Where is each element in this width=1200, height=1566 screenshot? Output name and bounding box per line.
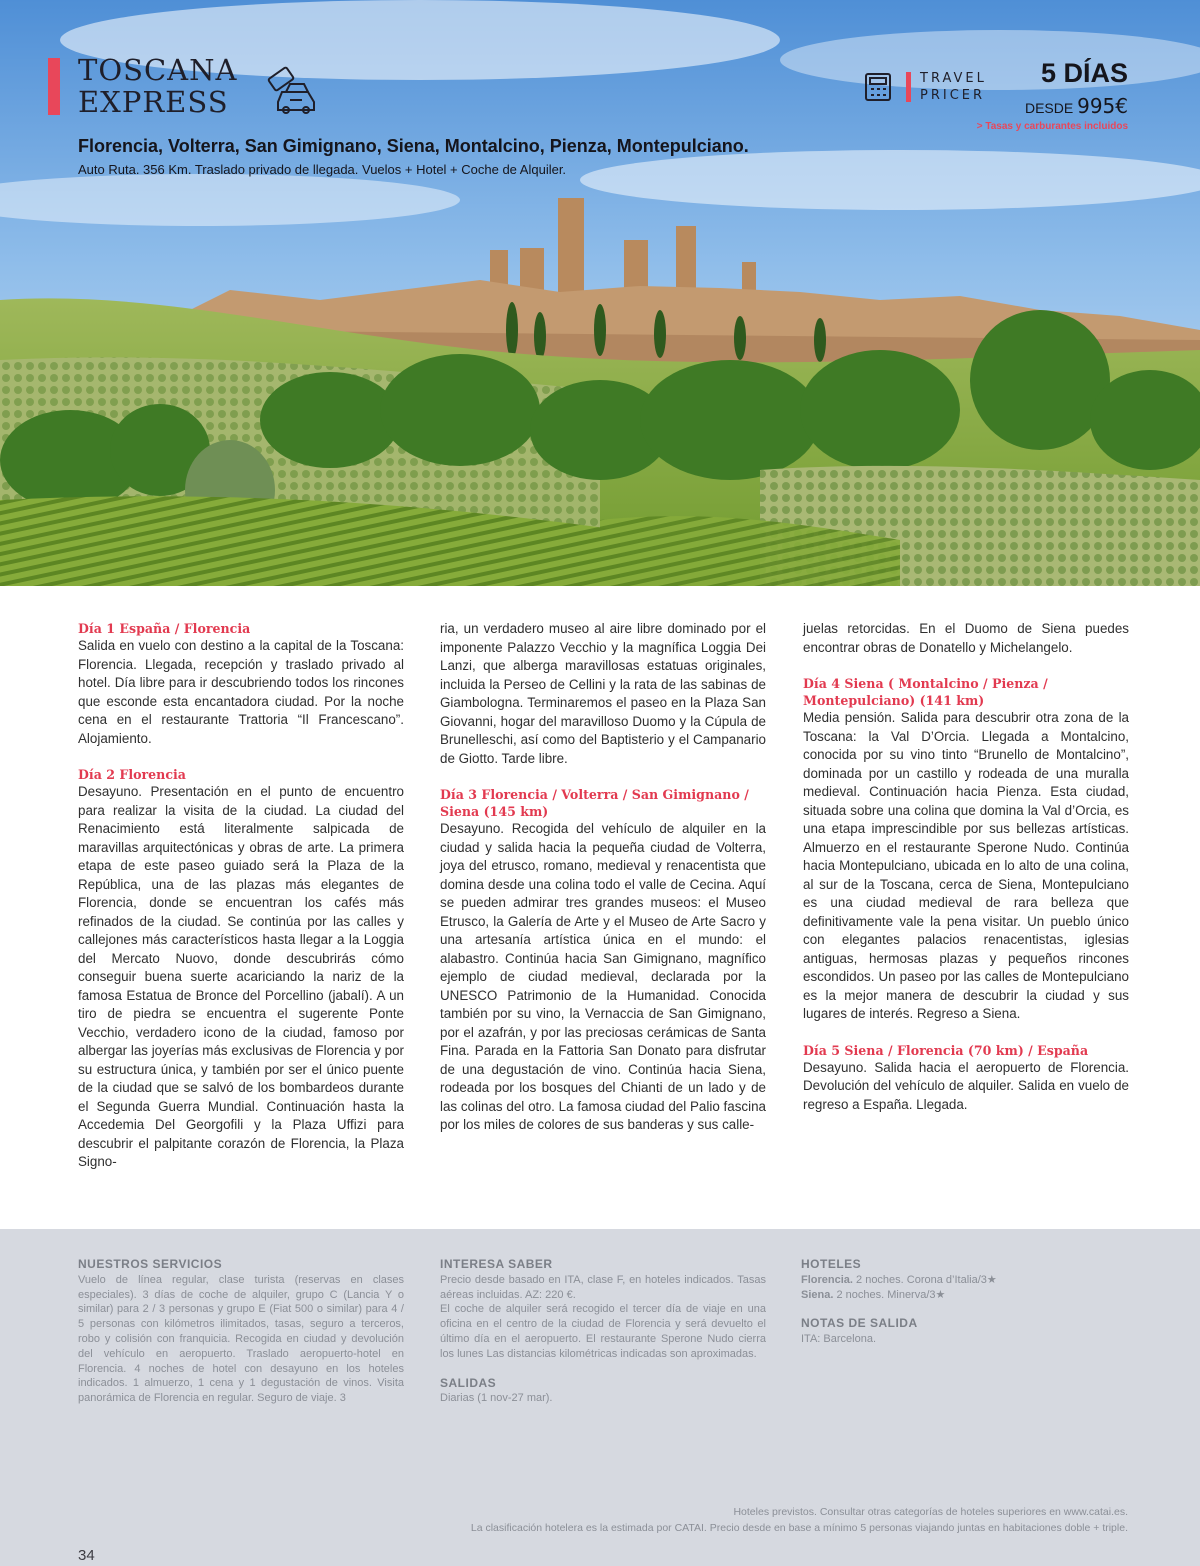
hotel-florence-detail: 2 noches. Corona d’Italia/3★ xyxy=(852,1273,997,1286)
hotel-siena xyxy=(801,1288,1127,1303)
title-line-1: TOSCANA xyxy=(78,53,238,87)
day-1-title: Día 1 España / Florencia xyxy=(78,621,251,636)
price-value: 995€ xyxy=(1077,94,1128,118)
page-number: 34 xyxy=(78,1547,95,1564)
salidas-text: Diarias (1 nov-27 mar). xyxy=(440,1392,553,1405)
route-summary: Auto Ruta. 356 Km. Traslado privado de llegada. Vuelos + Hotel + Coche de Alquiler. xyxy=(78,162,567,177)
hotels-title: HOTELES xyxy=(801,1257,862,1271)
travel-pricer-line-2: PRICER xyxy=(920,88,986,103)
services-title: NUESTROS SERVICIOS xyxy=(78,1257,223,1271)
day-4-title: Día 4 Siena ( Montalcino / Pienza / Montepulciano) (141 km) xyxy=(803,676,1048,708)
title-accent-bar xyxy=(48,58,60,115)
day-5-title: Día 5 Siena / Florencia (70 km) / España xyxy=(803,1042,1089,1058)
footnotes xyxy=(471,1504,1128,1536)
interesa-saber-title: INTERESA SABER xyxy=(440,1257,553,1271)
footnote-2: La clasificación hotelera es la estimada por CATAI. Precio desde en base a mínimo 5 personas viajando juntas en habitaciones doble + triple. xyxy=(470,1522,1128,1534)
day-2-text-continued: ria, un verdadero museo al aire libre dominado por el imponente Palazzo Vecchio y la magnífica Loggia Dei Lanzi, que alberga maravillosas estatuas originales, incluida la Perseo de Cellini y la rata de las sabinas de Giambologna. Terminaremos el paseo en la Plaza San Giovanni, hogar del maravilloso Duomo y la Cúpula de Brunelleschi, así como del Baptisterio y el Campanario de Giotto. Tarde libre. xyxy=(440,621,766,766)
taxes-included-note: > Tasas y carburantes incluidos xyxy=(976,121,1128,132)
day-4-text: Media pensión. Salida para descubrir otra zona de la Toscana: la Val D’Orcia. Llegada a Montalcino, conocida por su vino tinto “Brunello de Montalcino”, dominada por un castillo y rodeada de una muralla medieval. Continuación hacia Pienza. Esta ciudad, situada sobre una colina que domina la Val d’Orcia, es una etapa imprescindible por sus bellezas artísticas. Almuerzo en el restaurante Sperone Nudo. Continúa hacia Montepulciano, ubicada en lo alto de una colina, al sur de la Toscana, cerca de Siena, Montepulciano es una ciudad medieval de rara belleza que definitivamente vale la pena visitar. Un pueblo único con elegantes palacios renacentistas, iglesias antiguas, hermosas plazas y pequeños rincones escondidos. Un paseo por las calles de Montepulciano es la mejor manera de descubrir la ciudad y sus lugares de interés. Regreso a Siena. xyxy=(803,710,1129,1021)
day-1-text: Salida en vuelo con destino a la capital de la Toscana: Florencia. Llegada, recepción y traslado privado al hotel. Día libre para ir descubriendo todos los rincones que esconde esta encantadora ciudad. Por la noche cena en el restaurante Trattoria “Il Francescano”. Alojamiento. xyxy=(78,638,404,746)
hotel-siena-city: Siena. xyxy=(801,1288,834,1301)
day-3-title: Día 3 Florencia / Volterra / San Gimignano / Siena (145 km) xyxy=(440,787,749,819)
day-2-title: Día 2 Florencia xyxy=(78,767,186,782)
hotels-column xyxy=(801,1257,1127,1347)
price-from xyxy=(1025,94,1128,118)
itinerary-column-1 xyxy=(78,620,404,1172)
itinerary-column-2 xyxy=(440,620,766,1135)
calculator-icon xyxy=(864,72,892,102)
cities-route: Florencia, Volterra, San Gimignano, Siena, Montalcino, Pienza, Montepulciano. xyxy=(78,136,749,156)
salidas-title: SALIDAS xyxy=(440,1375,497,1390)
interesa-saber-text-2: El coche de alquiler será recogido el tercer día de viaje en una oficina en el centro de la ciudad de Florencia y será devuelto el último día en el aeropuerto. El restaurante Sperone Nudo cierra los lunes Las distancias kilométricas indicadas son aproximadas. xyxy=(440,1303,766,1360)
hotel-florence-city: Florencia. xyxy=(801,1273,853,1286)
title-line-2: EXPRESS xyxy=(78,85,229,119)
page-title xyxy=(78,54,237,118)
hero-section xyxy=(0,0,1200,586)
itinerary-column-3 xyxy=(803,620,1129,1114)
hotel-siena-detail: 2 noches. Minerva/3★ xyxy=(833,1288,946,1301)
day-2-text: Desayuno. Presentación en el punto de encuentro para realizar la visita de la ciudad. La ciudad del Renacimiento está literalmente salpicada de maravillas arquitectónicas y obras de arte. La primera etapa de este paseo guiado será la Plaza de la República, una de las plazas más elegantes de Florencia, donde se encuentran los cafés más refinados de la ciudad. Se continúa por las calles y callejones más característicos hasta llegar a la Loggia del Mercato Nuovo, donde descubrirás cómo conseguir buena suerte acariciando la nariz de la famosa Estatua de Bronce del Porcellino (jabalí). A un tiro de piedra se encuentra el sugerente Ponte Vecchio, verdadero icono de la ciudad, famoso por albergar las joyerías más exclusivas de Florencia y por su estructura única, y también por ser el único puente de la ciudad que se salvó de los bombardeos durante el Segunda Guerra Mundial. Continuación hasta la Accedemia Del Georgofili y la Plaza Uffizi para descubrir el palpitante corazón de Florencia, la Plaza Signo- xyxy=(78,784,404,1169)
trip-duration: 5 DÍAS xyxy=(1040,58,1128,88)
footnote-1: Hoteles previstos. Consultar otras categorías de hoteles superiores en www.catai.es. xyxy=(733,1506,1128,1518)
notas-salida-title: NOTAS DE SALIDA xyxy=(801,1316,918,1331)
travel-pricer-accent-bar xyxy=(906,72,911,102)
hotel-florence xyxy=(801,1273,1127,1288)
notas-salida-text: ITA: Barcelona. xyxy=(801,1333,876,1346)
price-from-label: DESDE xyxy=(1024,100,1074,116)
day-3-text-continued: juelas retorcidas. En el Duomo de Siena puedes encontrar obras de Donatello y Michelangelo. xyxy=(803,621,1129,655)
travel-pricer-label xyxy=(920,70,987,104)
day-5-text: Desayuno. Salida hacia el aeropuerto de Florencia. Devolución del vehículo de alquiler. Salida en vuelo de regreso a España. Llegada. xyxy=(803,1059,1129,1112)
travel-pricer-line-1: TRAVEL xyxy=(920,71,987,86)
services-text: Vuelo de línea regular, clase turista (reservas en clases especiales). 3 días de coche de alquiler, grupo C (Lancia Y o similar) para 2 / 3 personas y grupo E (Fiat 500 o similar) para 4 / 5 personas con kilómetros ilimitados, tasas, seguro a terceros, robo y colisión con franquicia. Recogida en ciudad y devolución del vehículo en aeropuerto. Traslado aeropuerto-hotel en Florencia. 4 noches de hotel con desayuno en los hoteles indicados. 1 almuerzo, 1 cena y 1 degustación de vinos. Visita panorámica de Florencia en regular. Seguro de viaje. 3 xyxy=(78,1273,404,1405)
interesa-saber-text-1: Precio desde basado en ITA, clase F, en hoteles indicados. Tasas aéreas incluidas. AZ: 220 €. xyxy=(440,1273,766,1301)
car-key-icon xyxy=(264,62,324,114)
interesa-saber-column xyxy=(440,1257,766,1406)
services-column xyxy=(78,1257,404,1406)
info-panel xyxy=(0,1229,1200,1566)
day-3-text: Desayuno. Recogida del vehículo de alquiler en la ciudad y salida hacia la pequeña ciudad de Volterra, joya del etrusco, romano, medieval y renacentista que domina desde una colina todo el valle de Cecina. Aquí se pueden admirar tres grandes museos: el Museo Etrusco, la Galería de Arte y el Museo de Arte Sacro y una artesanía artística única en el mundo: el alabastro. Continúa hacia San Gimignano, magnífico ejemplo de ciudad medieval, declarada por la UNESCO Patrimonio de la Humanidad. Conocida también por su vino, la Vernaccia de San Gimignano, por el azafrán, y por las preciosas cerámicas de Santa Fina. Parada en la Fattoria San Donato para disfrutar de una degustación de vino. Continúa hacia Siena, rodeada por los bosques del Chianti de un lado y de las colinas del otro. La famosa ciudad del Palio fascina por los miles de colores de sus banderas y sus calle- xyxy=(440,821,766,1132)
